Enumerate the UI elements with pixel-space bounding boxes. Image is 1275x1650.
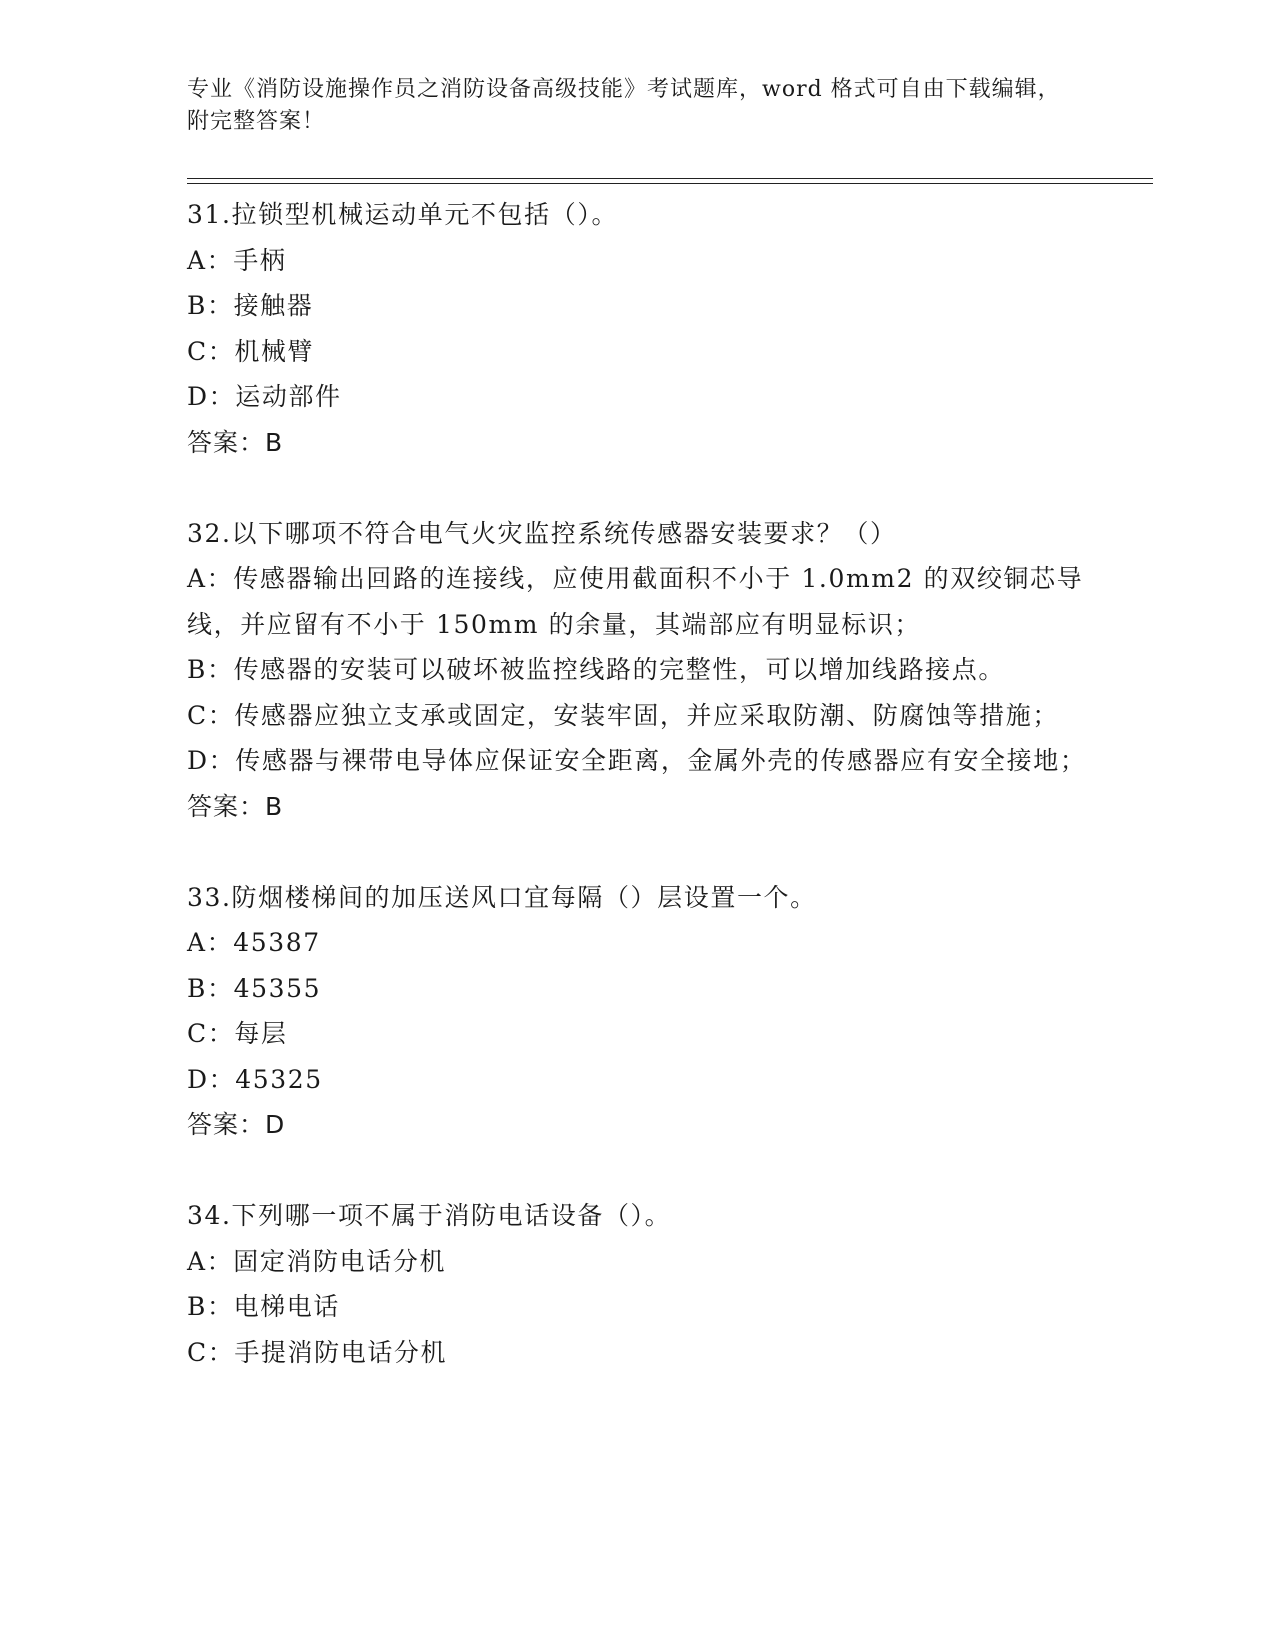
option-b: B：电梯电话 [187,1292,340,1321]
option-b: B：传感器的安装可以破坏被监控线路的完整性，可以增加线路接点。 [187,655,1005,684]
document-header: 专业《消防设施操作员之消防设备高级技能》考试题库，word 格式可自由下载编辑，附完整答案！ [187,77,1061,134]
option-c: C：每层 [187,1019,288,1048]
option-b: B：45355 [187,973,322,1003]
option-c: C：传感器应独立支承或固定，安装牢固，并应采取防潮、防腐蚀等措施； [187,700,1059,730]
option-d: D：运动部件 [187,382,342,411]
question-33 [187,875,1087,1148]
option-d: D：传感器与裸带电导体应保证安全距离，金属外壳的传感器应有安全接地； [187,746,1087,775]
option-b: B：接触器 [187,291,314,320]
question-stem: 31.拉锁型机械运动单元不包括（）。 [187,200,619,229]
header-divider-top [187,178,1153,179]
answer: 答案：B [187,791,284,821]
answer: 答案：D [187,1110,286,1139]
question-stem: 32.以下哪项不符合电气火灾监控系统传感器安装要求？（） [187,518,897,548]
option-c: C：机械臂 [187,336,315,366]
header-divider-bottom [187,183,1153,184]
option-d: D：45325 [187,1064,323,1094]
question-list [187,192,1087,1421]
option-a: A：传感器输出回路的连接线，应使用截面积不小于 1.0mm2 的双绞铜芯导线，并应留有不小于 150mm 的余量，其端部应有明显标识； [187,564,1084,639]
answer: 答案：B [187,427,284,457]
question-stem: 33.防烟楼梯间的加压送风口宜每隔（）层设置一个。 [187,882,817,912]
option-a: A：手柄 [187,245,287,275]
option-c: C：手提消防电话分机 [187,1337,448,1367]
question-stem: 34.下列哪一项不属于消防电话设备（）。 [187,1201,672,1230]
question-32 [187,511,1087,830]
option-a: A：固定消防电话分机 [187,1246,447,1276]
question-31 [187,192,1087,465]
question-34 [187,1193,1087,1375]
option-a: A：45387 [187,928,321,957]
